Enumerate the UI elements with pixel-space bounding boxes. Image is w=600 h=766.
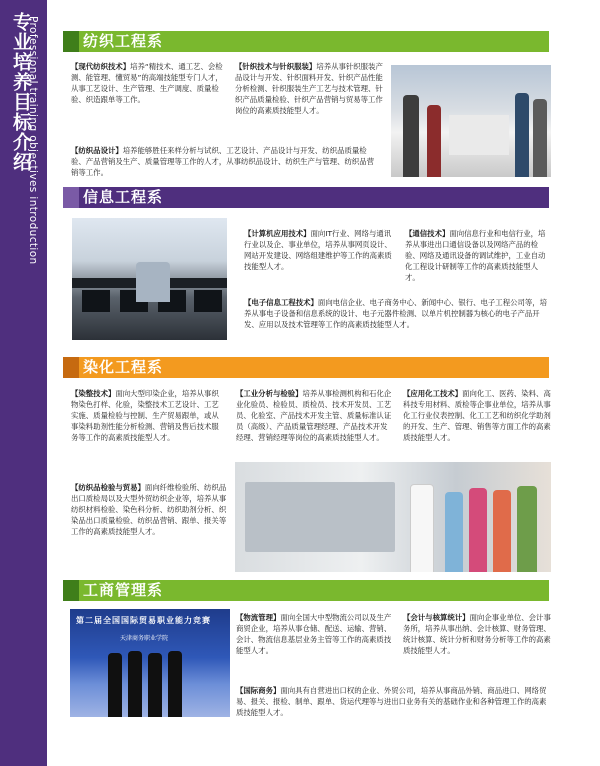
program-name: 【纺织品设计】 <box>71 146 123 155</box>
section-title-textile: 纺织工程系 <box>83 32 164 50</box>
program-desc: 面向企事业单位、会计事务所，培养从事出纳、会计核算、财务管理、统计核算、统计分析和财务分析等工作的高素质技能型人才。 <box>403 613 551 655</box>
person-figure <box>445 492 463 572</box>
section-tab <box>63 357 79 378</box>
program-name: 【会计与核算统计】 <box>403 613 470 622</box>
monitor-figure <box>194 290 222 312</box>
program-textile-inspection <box>71 482 229 537</box>
sidebar <box>0 0 47 766</box>
person-figure <box>427 105 441 177</box>
section-tab <box>63 187 79 208</box>
program-name: 【物流管理】 <box>236 613 281 622</box>
section-tab <box>63 580 79 601</box>
program-modern-textile <box>71 61 228 105</box>
person-figure <box>168 651 182 717</box>
program-desc: 培养“精技术、通工艺、会检测、能管理、懂贸易”的高端技能型专门人才，从事工艺设计、生产管理、生产调度、质量检验、织造跟单等工作。 <box>71 62 223 104</box>
program-desc: 面向信息行业和电信行业，培养从事进出口通信设备以及网络产品的检验、网络及通讯设备的调试维护，工业自动化工程设计研制等工作的高素质技能型人才。 <box>405 229 546 282</box>
sidebar-title: 专业培养目标介绍 <box>10 12 32 172</box>
program-applied-chemistry <box>403 388 553 443</box>
person-figure <box>403 95 419 177</box>
program-desc: 面向全国大中型物流公司以及生产商贸企业，培养从事仓储、配送、运输、营销、会计、物流信息基层业务主管等工作的高素质技能型人才。 <box>236 613 392 655</box>
section-title-info: 信息工程系 <box>83 188 164 206</box>
person-figure <box>410 484 434 572</box>
program-desc: 培养从事检测机构和石化企业化验员、检验员、质检员、技术开发员、工艺员、化验室、产品技术开发主管、质量标准认证员（高级）、产品质量管理经理、产品技术开发经理、营销经理等岗位的高素质技能型人才。 <box>236 389 392 442</box>
program-desc: 面向IT行业、网络与通讯行业以及企、事业单位，培养从事网页设计、网站开发建设、网络组建维护等工作的高素质技能型人才。 <box>244 229 392 271</box>
photo-chem-lab <box>235 462 551 572</box>
person-figure <box>533 99 547 177</box>
monitor-figure <box>82 290 110 312</box>
program-knitting <box>235 61 385 116</box>
program-name: 【通信技术】 <box>405 229 450 238</box>
program-desc: 培养能够胜任来样分析与试织、工艺设计、产品设计与开发、纺织品质量检验、产品营销及生产、质量管理等工作的人才，从事纺织品设计、纺织生产与管理、纺织品营销等工作。 <box>71 146 375 177</box>
person-figure <box>128 651 142 717</box>
program-name: 【应用化工技术】 <box>403 389 463 398</box>
program-desc: 面向大型印染企业，培养从事织物染色打样、化验，染整技术工艺设计、工艺实施、质量检验与控制、生产贸易跟单，或从事染料助剂性能分析检测、营销及售后技术服务等工作的高素质技能型人才。 <box>71 389 219 442</box>
program-desc: 面向化工、医药、染料、高科技专用材料、质检等企事业单位，培养从事化工行业仪表控制、化工工艺和纺织化学助剂的开发、生产、管理、销售等方面工作的高素质技能型人才。 <box>403 389 551 442</box>
program-name: 【工业分析与检验】 <box>236 389 303 398</box>
section-tab <box>63 31 79 52</box>
program-name: 【纺织品检验与贸易】 <box>71 483 145 492</box>
photo-textile-lab <box>391 65 551 177</box>
program-name: 【电子信息工程技术】 <box>244 298 318 307</box>
program-desc: 培养从事针织服装产品设计与开发、针织面料开发、针织产品性能分析检测、针织服装生产工艺与技术管理、针织产品质量检验、针织产品营销与贸易等工作岗位的高素质技能型人才。 <box>235 62 383 115</box>
program-computer <box>244 228 394 272</box>
person-figure <box>517 486 537 572</box>
program-name: 【现代纺织技术】 <box>71 62 131 71</box>
section-header-textile <box>63 31 549 52</box>
person-figure <box>469 488 487 572</box>
program-electronics <box>244 297 552 330</box>
program-name: 【计算机应用技术】 <box>244 229 311 238</box>
photo-banner-text: 第二届全国国际贸易职业能力竞赛 <box>76 616 211 625</box>
photo-competition <box>70 609 230 717</box>
program-textile-design <box>71 145 381 178</box>
photo-banner-subtext: 天津商务职业学院 <box>120 635 169 642</box>
section-header-info <box>63 187 549 208</box>
machine-figure <box>449 115 509 155</box>
person-figure <box>136 262 170 302</box>
person-figure <box>108 653 122 717</box>
machine-figure <box>245 482 395 552</box>
program-desc: 面向具有自营进出口权的企业、外贸公司，培养从事商品外销、商品进口、网络贸易、报关、报检、制单、跟单、货运代理等与进出口业务有关的基础作业和各种管理工作的高素质技能型人才。 <box>236 686 547 717</box>
program-logistics <box>236 612 394 656</box>
sidebar-subtitle: Professional training objectives introduction <box>27 16 39 265</box>
section-title-biz: 工商管理系 <box>83 581 164 599</box>
program-accounting <box>403 612 553 656</box>
section-header-dye <box>63 357 549 378</box>
program-name: 【染整技术】 <box>71 389 116 398</box>
person-figure <box>148 653 162 717</box>
program-desc: 面向纤维检验所、纺织品出口质检局以及大型外贸纺织企业等，培养从事纺织材料检验、染色科分析、纺织助剂分析、织染品出口质量检验、纺织品营销、跟单、报关等工作的高素质技能型人才。 <box>71 483 227 536</box>
program-name: 【国际商务】 <box>236 686 281 695</box>
person-figure <box>493 490 511 572</box>
program-international-business <box>236 685 552 718</box>
program-desc: 面向电信企业、电子商务中心、新闻中心、银行、电子工程公司等，培养从事电子设备和信息系统的设计、电子元器件检测、以单片机控制器为核心的电子产品开发、应用以及技术管理等工作的高素质技能型人才。 <box>244 298 548 329</box>
photo-computer-lab <box>72 218 227 340</box>
program-communication <box>405 228 552 283</box>
program-industrial-analysis <box>236 388 393 443</box>
section-header-biz <box>63 580 549 601</box>
section-title-dye: 染化工程系 <box>83 358 164 376</box>
person-figure <box>515 93 529 177</box>
program-dyeing <box>71 388 226 443</box>
program-name: 【针织技术与针织服装】 <box>235 62 317 71</box>
